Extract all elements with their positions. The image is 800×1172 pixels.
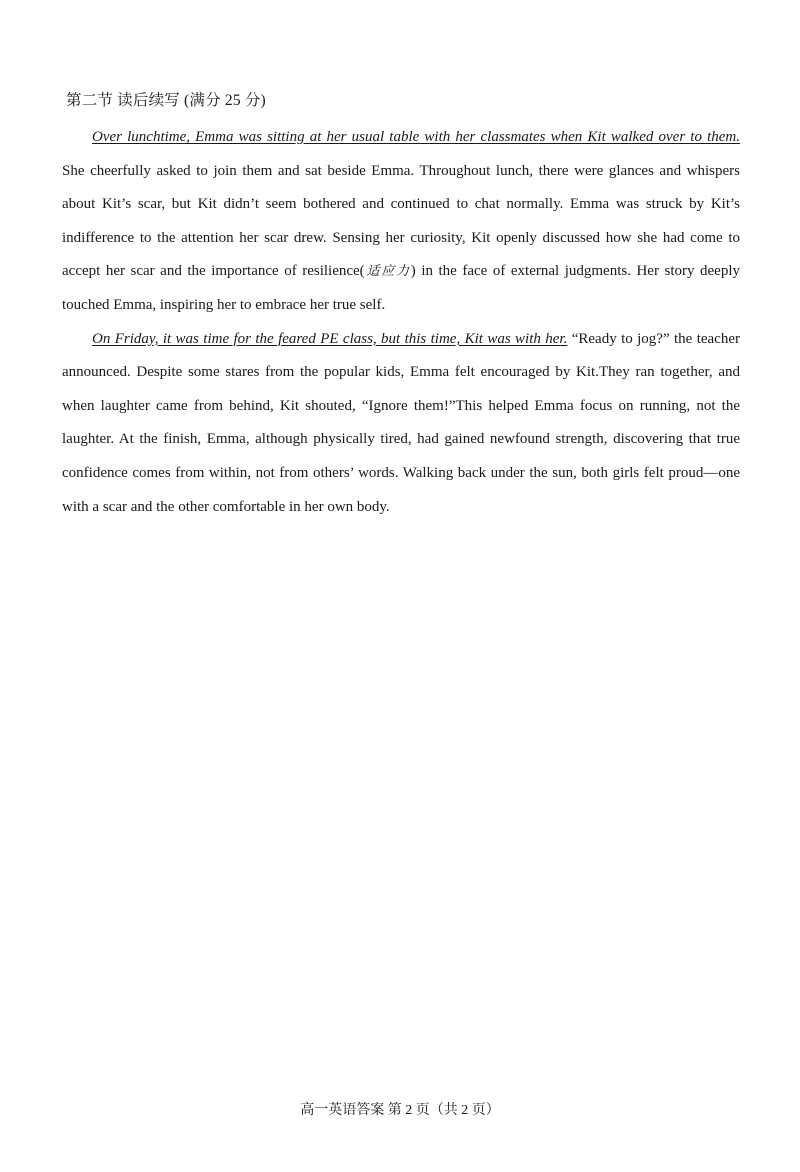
paragraph-1-lead-sentence: Over lunchtime, Emma was sitting at her usual table with her classmates when Kit walked over to them. <box>92 129 740 145</box>
essay-body <box>62 121 740 524</box>
section-heading: 第二节 读后续写 (满分 25 分) <box>66 92 266 109</box>
paragraph-2-lead-sentence: On Friday, it was time for the feared PE class, but this time, Kit was with her. <box>92 330 568 347</box>
chinese-gloss: 适应力 <box>364 264 411 280</box>
paragraph-2 <box>62 323 740 525</box>
paragraph-1-text: She cheerfully asked to join them and sat beside Emma. Throughout lunch, there were glances and whispers about Kit’s scar, but Kit didn’t seem bothered and continued to chat normally. Emma was struck by Kit’s indifference to the attention her scar drew. Sensing her curiosity, Kit openly discussed how she had come to accept her scar and the importance of resilience( <box>62 162 740 280</box>
paragraph-1 <box>62 121 740 323</box>
page-footer: 高一英语答案 第 2 页（共 2 页） <box>300 1103 500 1118</box>
paragraph-1-text-end: ) in the face of external judgments. Her story deeply touched Emma, inspiring her to embrace her true self. <box>62 263 740 313</box>
paragraph-2-text: “Ready to jog?” the teacher announced. Despite some stares from the popular kids, Emma felt encouraged by Kit.They ran together, and when laughter came from behind, Kit shouted, “Ignore them!”This helped Emma focus on running, not the laughter. At the finish, Emma, although physically tired, had gained newfound strength, discovering that true confidence comes from within, not from others’ words. Walking back under the sun, both girls felt proud—one with a scar and the other comfortable in her own body. <box>62 330 740 515</box>
